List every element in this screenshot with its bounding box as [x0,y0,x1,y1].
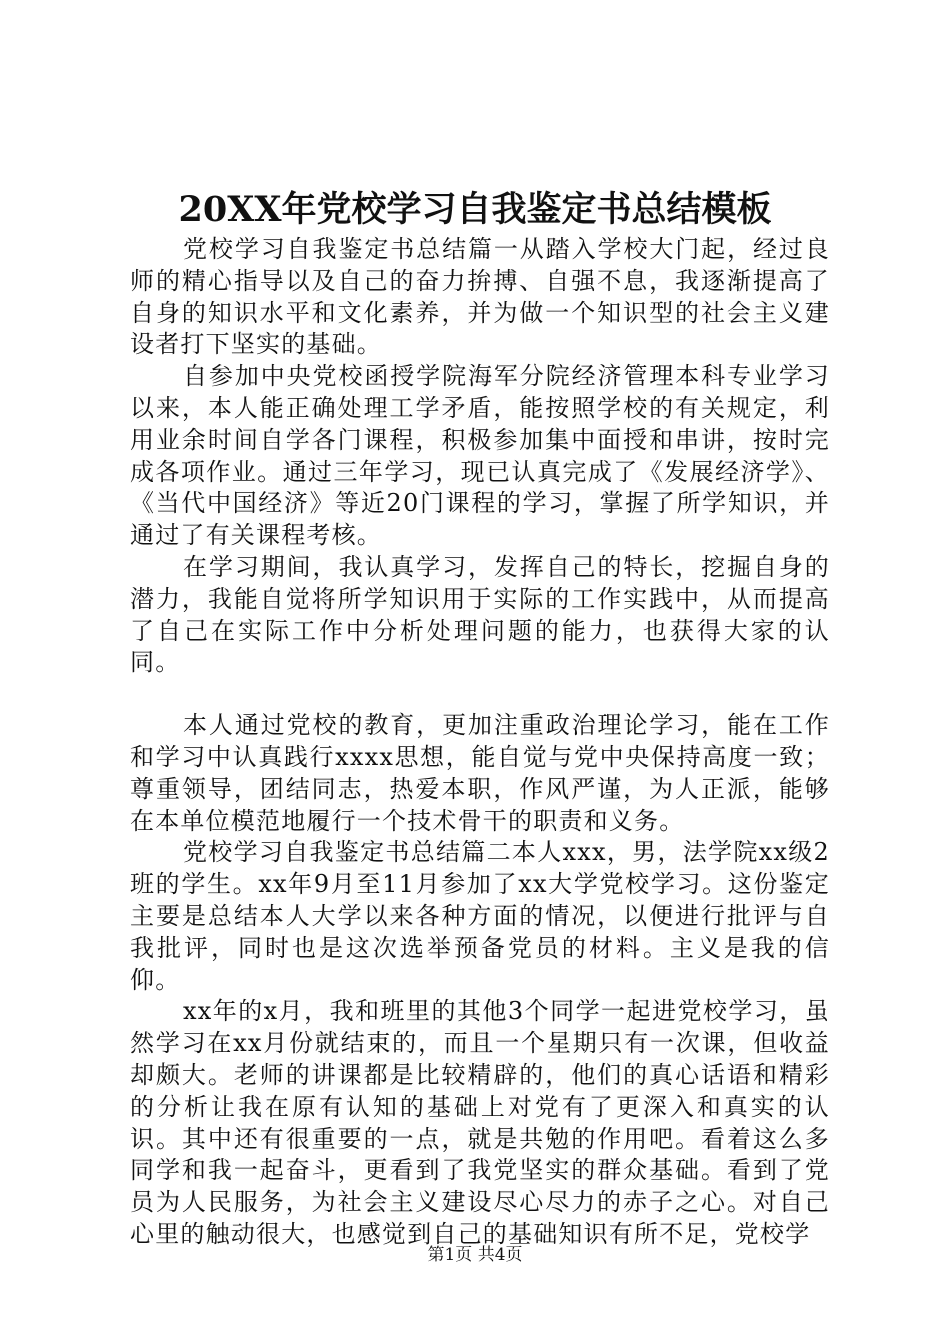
paragraph-2: 自参加中央党校函授学院海军分院经济管理本科专业学习以来，本人能正确处理工学矛盾，能按照学校的有关规定，利用业余时间自学各门课程，积极参加集中面授和串讲，按时完成各项作业。通过三年学习，现已认真完成了《发展经济学》、《当代中国经济》等近20门课程的学习，掌握了所学知识，并通过了有关课程考核。 [130,362,830,550]
paragraph-6: xx年的x月，我和班里的其他3个同学一起进党校学习，虽然学习在xx月份就结束的，而且一个星期只有一次课，但收益却颇大。老师的讲课都是比较精辟的，他们的真心话语和精彩的分析让我在原有认知的基础上对党有了更深入和真实的认识。其中还有很重要的一点，就是共勉的作用吧。看着这么多同学和我一起奋斗，更看到了我党坚实的群众基础。看到了党员为人民服务，为社会主义建设尽心尽力的赤子之心。对自己心里的触动很大，也感觉到自己的基础知识有所不足，党校学 [130,997,830,1248]
page-footer: 第1页 共4页 [427,1245,523,1265]
paragraph-4: 本人通过党校的教育，更加注重政治理论学习，能在工作和学习中认真践行xxxx思想，能自觉与党中央保持高度一致；尊重领导，团结同志，热爱本职，作风严谨，为人正派，能够在本单位模范地履行一个技术骨干的职责和义务。 [130,711,830,835]
document-body [130,234,830,1251]
paragraph-5: 党校学习自我鉴定书总结篇二本人xxx，男，法学院xx级2班的学生。xx年9月至11月参加了xx大学党校学习。这份鉴定主要是总结本人大学以来各种方面的情况，以便进行批评与自我批评，同时也是这次选举预备党员的材料。主义是我的信仰。 [130,838,830,994]
document-title: 20XX年党校学习自我鉴定书总结模板 [178,189,772,230]
paragraph-1: 党校学习自我鉴定书总结篇一从踏入学校大门起，经过良师的精心指导以及自己的奋力拚搏、自强不息，我逐渐提高了自身的知识水平和文化素养，并为做一个知识型的社会主义建设者打下坚实的基础。 [130,235,830,359]
paragraph-3: 在学习期间，我认真学习，发挥自己的特长，挖掘自身的潜力，我能自觉将所学知识用于实际的工作实践中，从而提高了自己在实际工作中分析处理问题的能力，也获得大家的认同。 [130,552,830,677]
